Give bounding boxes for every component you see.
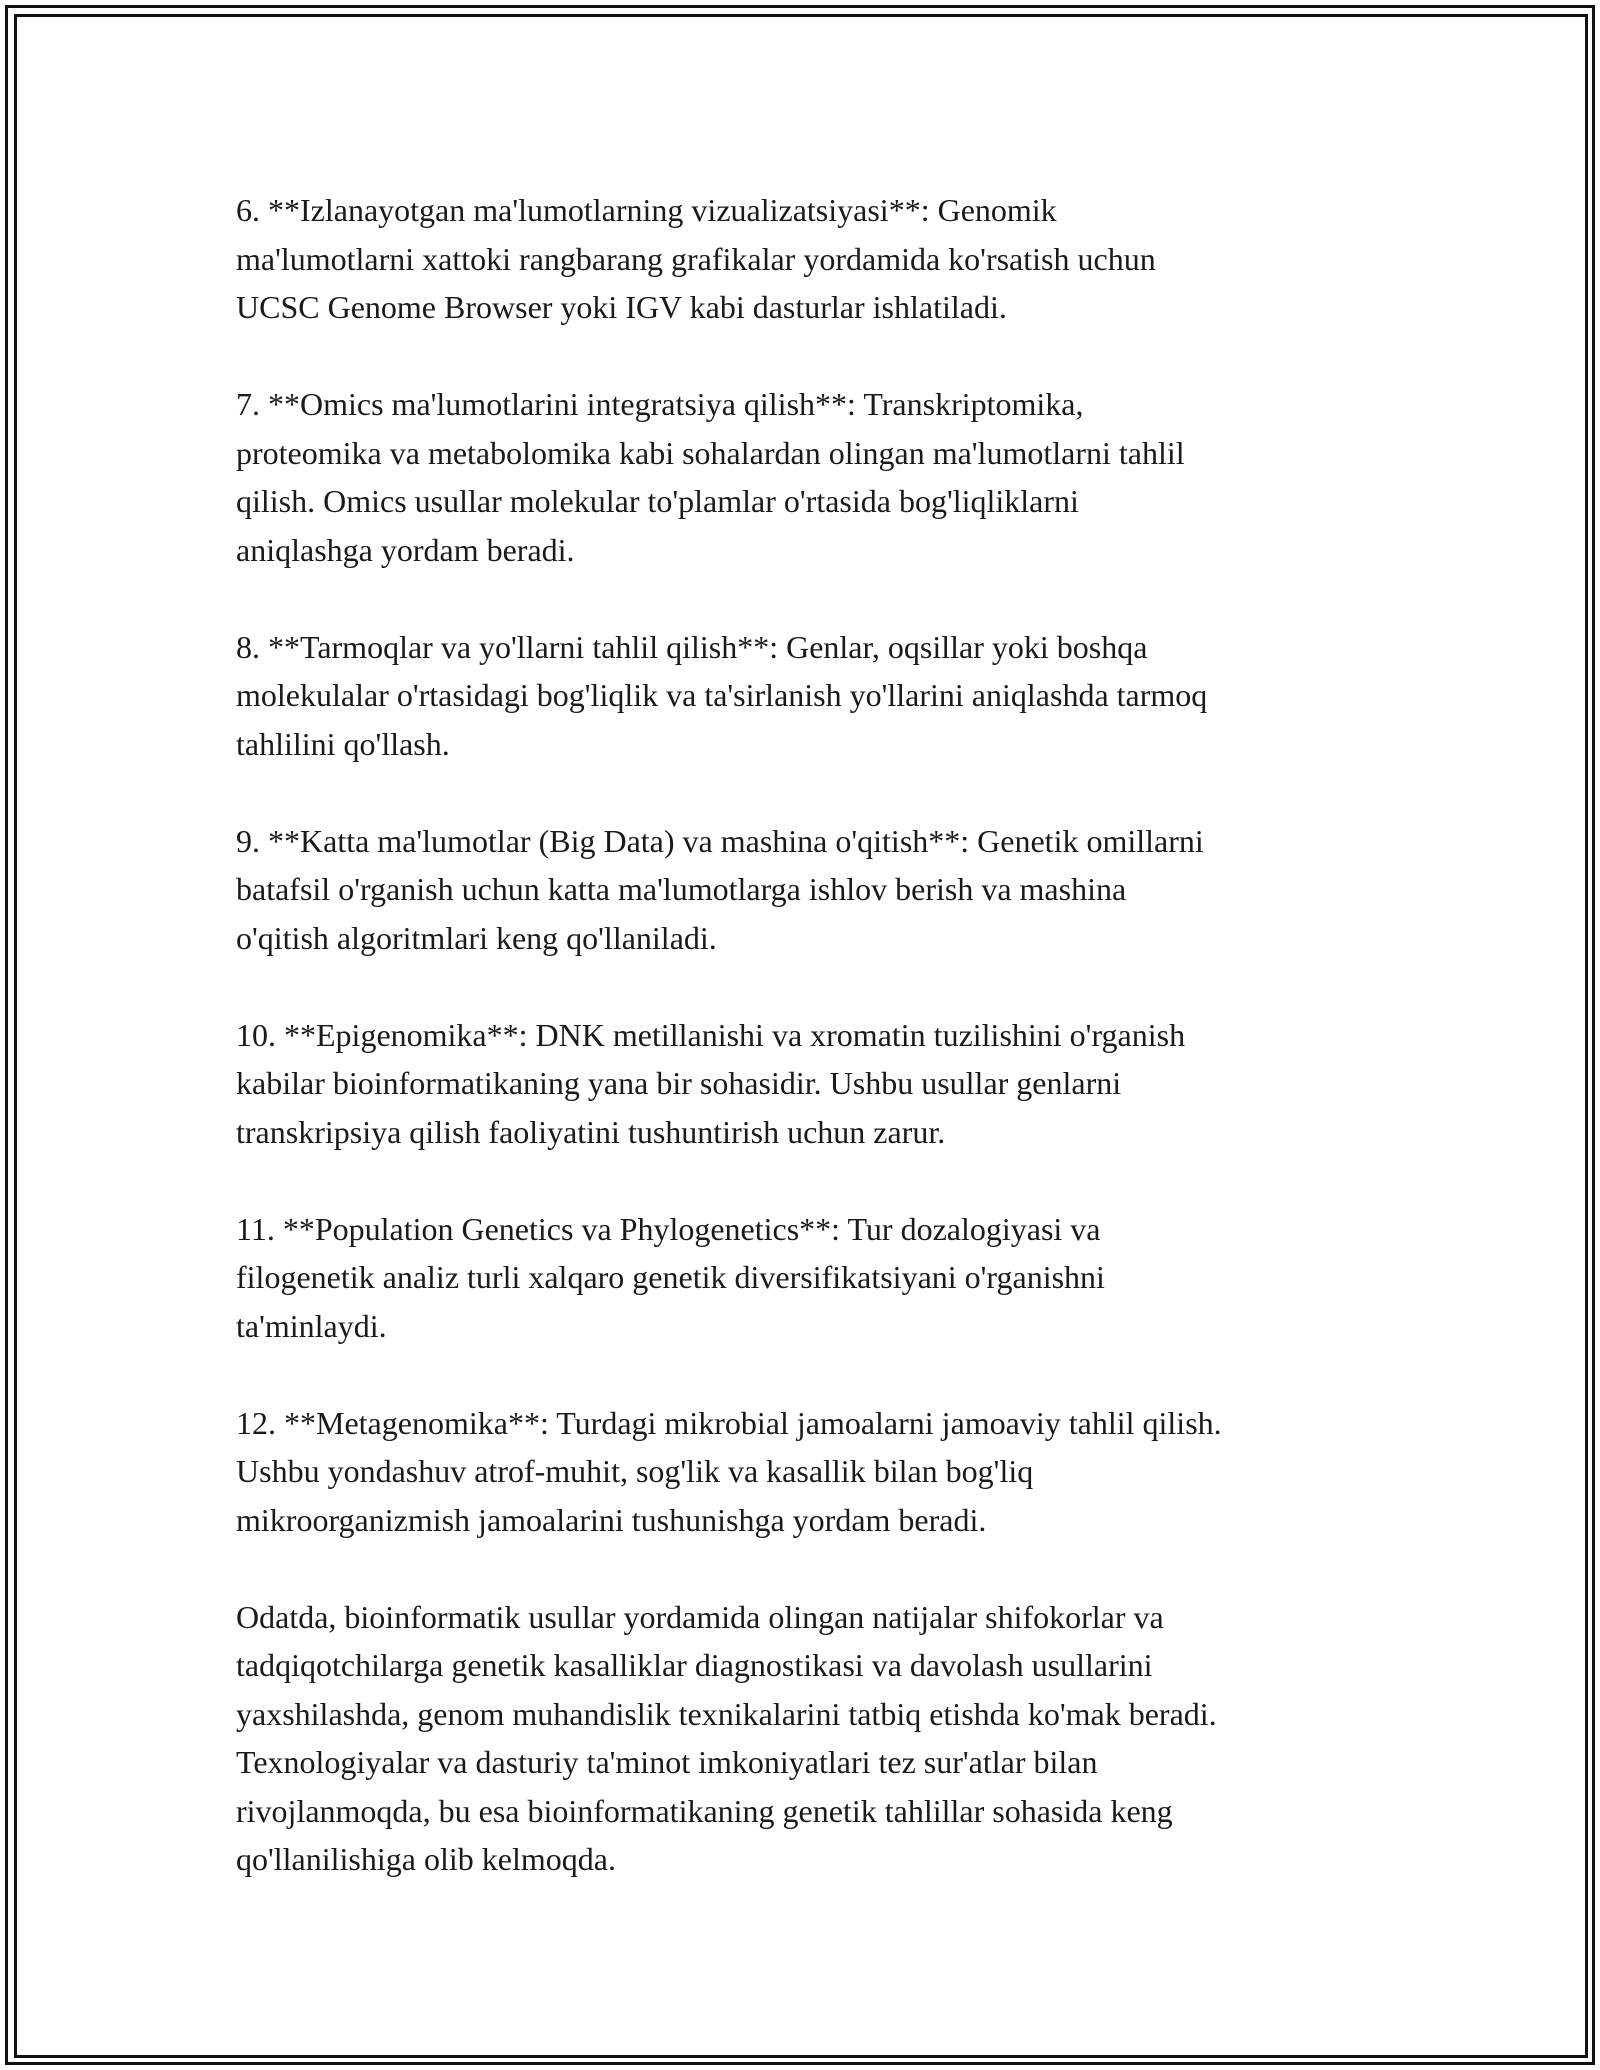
conclusion-paragraph: Odatda, bioinformatik usullar yordamida olingan natijalar shifokorlar va tadqiqotchilarga genetik kasalliklar diagnostikasi va davolash usullarini yaxshilashda, genom muhandislik texnikalarini tatbiq etishda ko'mak beradi. Texnologiyalar va dasturiy ta'minot imkoniyatlari tez sur'atlar bilan rivojlanmoqda, bu esa bioinformatikaning genetik tahlillar sohasida keng qo'llanilishiga olib kelmoqda. <box>236 1598 1217 1877</box>
paragraph-item-8: 8. **Tarmoqlar va yo'llarni tahlil qilish**: Genlar, oqsillar yoki boshqa molekulalar o'rtasidagi bog'liqlik va ta'sirlanish yo'llarini aniqlashda tarmoq tahlilini qo'llash. <box>236 628 1208 762</box>
paragraph-item-12: 12. **Metagenomika**: Turdagi mikrobial jamoalarni jamoaviy tahlil qilish. Ushbu yondashuv atrof-muhit, sog'lik va kasallik bilan bog'liq mikroorganizmish jamoalarini tushunishga yordam beradi. <box>236 1404 1222 1538</box>
paragraph-item-9: 9. **Katta ma'lumotlar (Big Data) va mashina o'qitish**: Genetik omillarni batafsil o'rganish uchun katta ma'lumotlarga ishlov berish va mashina o'qitish algoritmlari keng qo'llaniladi. <box>236 822 1204 956</box>
paragraph-item-10: 10. **Epigenomika**: DNK metillanishi va xromatin tuzilishini o'rganish kabilar bioinformatikaning yana bir sohasidir. Ushbu usullar genlarni transkripsiya qilish faoliyatini tushuntirish uchun zarur. <box>236 1016 1186 1150</box>
paragraph-item-7: 7. **Omics ma'lumotlarini integratsiya qilish**: Transkriptomika, proteomika va metabolomika kabi sohalardan olingan ma'lumotlarni tahlil qilish. Omics usullar molekular to'plamlar o'rtasida bog'liqliklarni aniqlashga yordam beradi. <box>236 386 1185 568</box>
paragraph-item-11: 11. **Population Genetics va Phylogenetics**: Tur dozalogiyasi va filogenetik analiz turli xalqaro genetik diversifikatsiyani o'rganishni ta'minlaydi. <box>236 1210 1105 1344</box>
document-body <box>236 186 1406 1884</box>
paragraph-item-6: 6. **Izlanayotgan ma'lumotlarning vizualizatsiyasi**: Genomik ma'lumotlarni xattoki rangbarang grafikalar yordamida ko'rsatish uchun UCSC Genome Browser yoki IGV kabi dasturlar ishlatiladi. <box>236 192 1156 325</box>
